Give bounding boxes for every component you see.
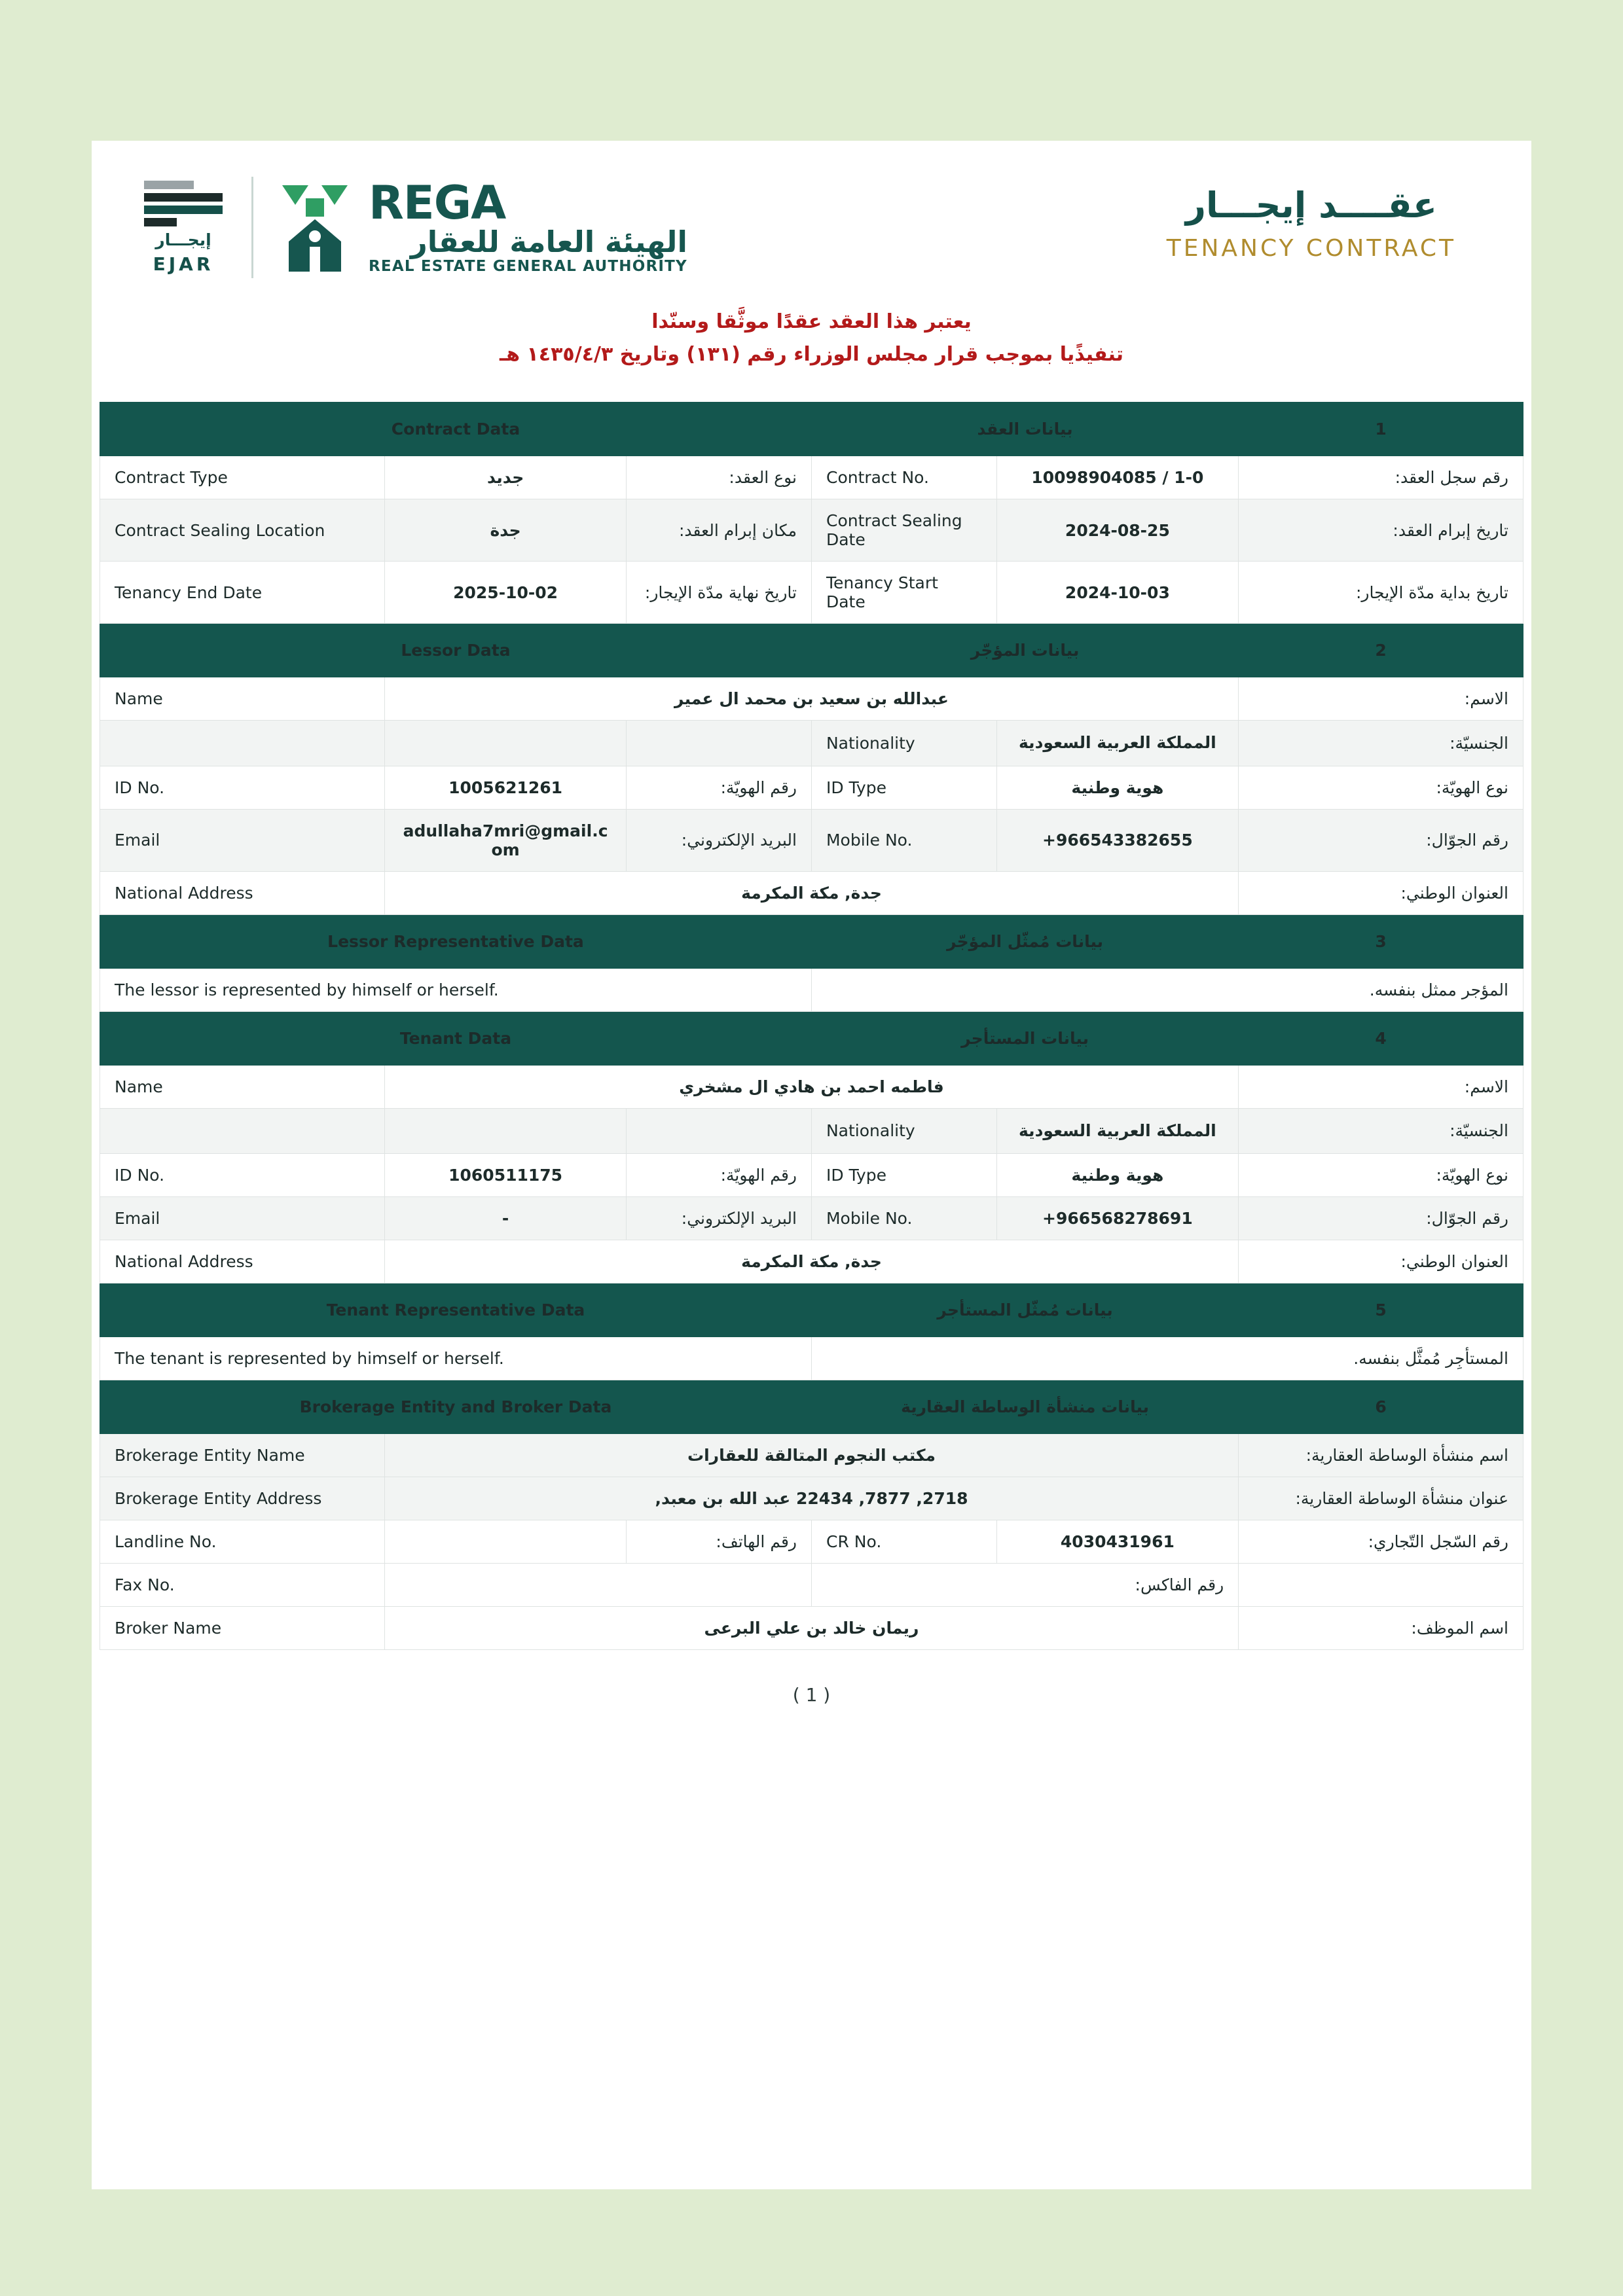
- field-label-tenancy-start-en: Tenancy Start Date: [811, 562, 996, 624]
- field-value-tenant-email: -: [384, 1197, 627, 1240]
- field-label-tenant-id-no-ar: رقم الهويّة:: [627, 1154, 812, 1197]
- field-label-lessor-name-ar: الاسم:: [1239, 677, 1523, 721]
- field-label-tenant-nationality-ar: الجنسيّة:: [1239, 1108, 1523, 1154]
- field-value-contract-type: جديد: [384, 456, 627, 499]
- field-label-lessor-mobile-ar: رقم الجوّال:: [1239, 809, 1523, 871]
- contract-sheet: [92, 141, 1531, 2189]
- section-header-lessor-data: [100, 624, 1523, 677]
- table-row: [100, 1434, 1523, 1477]
- section-title-en: Tenant Data: [100, 1011, 812, 1065]
- section-number: 1: [1239, 403, 1523, 456]
- section-title-ar: بيانات منشأة الوساطة العقارية: [811, 1380, 1238, 1434]
- ejar-mark-icon: [144, 181, 223, 226]
- field-label-sealing-date-ar: تاريخ إبرام العقد:: [1239, 499, 1523, 562]
- field-label-tenant-name-en: Name: [100, 1065, 385, 1108]
- section-header-tenant-data: [100, 1011, 1523, 1065]
- lessor-rep-note-ar: المؤجر ممثل بنفسه.: [811, 968, 1523, 1011]
- table-row: [100, 677, 1523, 721]
- table-row: [100, 1607, 1523, 1650]
- field-label-sealing-date-en: Contract Sealing Date: [811, 499, 996, 562]
- rega-mark-icon: [276, 179, 354, 277]
- field-value-empty-1: [384, 721, 627, 766]
- contract-table: [100, 402, 1523, 1650]
- field-label-tenancy-end-ar: تاريخ نهاية مدّة الإيجار:: [627, 562, 812, 624]
- field-label-fax-en: Fax No.: [100, 1564, 385, 1607]
- field-label-lessor-id-no-ar: رقم الهويّة:: [627, 766, 812, 809]
- section-number: 5: [1239, 1283, 1523, 1337]
- table-row: [100, 721, 1523, 766]
- section-title-en: Tenant Representative Data: [100, 1283, 812, 1337]
- field-label-brokerage-name-en: Brokerage Entity Name: [100, 1434, 385, 1477]
- document-title-arabic: عقــــد إيجـــار: [1185, 185, 1437, 226]
- tenant-rep-note-ar: المستأجِر مُمثَّل بنفسه.: [811, 1337, 1523, 1380]
- field-label-fax-ar: رقم الفاكس:: [811, 1564, 1238, 1607]
- table-row: [100, 1477, 1523, 1520]
- table-row: [100, 562, 1523, 624]
- table-row: [100, 456, 1523, 499]
- field-label-tenant-email-ar: البريد الإلكتروني:: [627, 1197, 812, 1240]
- field-label-lessor-nationality-ar: الجنسيّة:: [1239, 721, 1523, 766]
- field-value-lessor-id-type: هوية وطنية: [996, 766, 1239, 809]
- field-label-sealing-location-en: Contract Sealing Location: [100, 499, 385, 562]
- section-number: 3: [1239, 914, 1523, 968]
- field-label-empty-1: [100, 721, 385, 766]
- field-label-cr-no-ar: رقم السّجل التّجاري:: [1239, 1520, 1523, 1564]
- field-value-contract-no: 10098904085 / 1-0: [996, 456, 1239, 499]
- field-label-landline-ar: رقم الهاتف:: [627, 1520, 812, 1564]
- field-label-landline-en: Landline No.: [100, 1520, 385, 1564]
- field-value-tenant-mobile: +966568278691: [996, 1197, 1239, 1240]
- logo-divider: [251, 177, 253, 278]
- field-value-lessor-address: جدة, مكة المكرمة: [384, 871, 1238, 914]
- field-value-lessor-email: adullaha7mri@gmail.com: [384, 809, 627, 871]
- ejar-logo: [137, 181, 229, 275]
- field-value-lessor-nationality: المملكة العربية السعودية: [996, 721, 1239, 766]
- field-label-lessor-id-type-en: ID Type: [811, 766, 996, 809]
- table-row: [100, 1337, 1523, 1380]
- legal-notice-line-2: تنفيذًيا بموجب قرار مجلس الوزراء رقم (١٣١) وتاريخ ١٤٣٥/٤/٣ هـ: [500, 342, 1123, 366]
- section-header-tenant-rep-data: [100, 1283, 1523, 1337]
- table-row: [100, 766, 1523, 809]
- table-row: [100, 1065, 1523, 1108]
- field-label-lessor-mobile-en: Mobile No.: [811, 809, 996, 871]
- section-header-contract-data: [100, 403, 1523, 456]
- section-title-en: Lessor Representative Data: [100, 914, 812, 968]
- field-value-tenancy-end: 2025-10-02: [384, 562, 627, 624]
- field-label-lessor-email-ar: البريد الإلكتروني:: [627, 809, 812, 871]
- section-title-en: Brokerage Entity and Broker Data: [100, 1380, 812, 1434]
- table-row: [100, 1564, 1523, 1607]
- field-label-brokerage-address-ar: عنوان منشأة الوساطة العقارية:: [1239, 1477, 1523, 1520]
- lessor-rep-note-en: The lessor is represented by himself or herself.: [100, 968, 812, 1011]
- field-label-sealing-location-ar: مكان إبرام العقد:: [627, 499, 812, 562]
- field-label-empty-1-ar: [627, 721, 812, 766]
- rega-name-arabic: الهيئة العامة للعقار: [410, 224, 687, 259]
- tenant-rep-note-en: The tenant is represented by himself or herself.: [100, 1337, 812, 1380]
- field-value-lessor-mobile: +966543382655: [996, 809, 1239, 871]
- field-label-lessor-address-ar: العنوان الوطني:: [1239, 871, 1523, 914]
- section-title-en: Lessor Data: [100, 624, 812, 677]
- field-label-contract-no-en: Contract No.: [811, 456, 996, 499]
- section-header-brokerage-data: [100, 1380, 1523, 1434]
- document-title-english: TENANCY CONTRACT: [1166, 235, 1456, 262]
- table-row: [100, 1240, 1523, 1283]
- ejar-logo-arabic: إيجـــار: [155, 230, 211, 249]
- table-row: [100, 968, 1523, 1011]
- field-value-broker-name: ريمان خالد بن علي البرعى: [384, 1607, 1238, 1650]
- field-label-lessor-id-no-en: ID No.: [100, 766, 385, 809]
- field-label-tenant-name-ar: الاسم:: [1239, 1065, 1523, 1108]
- section-number: 4: [1239, 1011, 1523, 1065]
- field-label-tenant-address-ar: العنوان الوطني:: [1239, 1240, 1523, 1283]
- section-header-lessor-rep-data: [100, 914, 1523, 968]
- table-row: [100, 1108, 1523, 1154]
- field-label-lessor-name-en: Name: [100, 677, 385, 721]
- page-number: ( 1 ): [792, 1684, 831, 1706]
- table-row: [100, 1520, 1523, 1564]
- field-value-tenant-id-type: هوية وطنية: [996, 1154, 1239, 1197]
- section-number: 2: [1239, 624, 1523, 677]
- field-label-tenant-mobile-en: Mobile No.: [811, 1197, 996, 1240]
- document-header: [92, 141, 1531, 278]
- section-title-ar: بيانات المؤجّر: [811, 624, 1238, 677]
- field-label-lessor-address-en: National Address: [100, 871, 385, 914]
- field-label-cr-no-en: CR No.: [811, 1520, 996, 1564]
- table-row: [100, 499, 1523, 562]
- field-value-tenant-nationality: المملكة العربية السعودية: [996, 1108, 1239, 1154]
- section-title-ar: بيانات المستأجر: [811, 1011, 1238, 1065]
- field-label-tenant-id-type-en: ID Type: [811, 1154, 996, 1197]
- field-label-brokerage-address-en: Brokerage Entity Address: [100, 1477, 385, 1520]
- table-row: [100, 1197, 1523, 1240]
- field-value-tenant-address: جدة, مكة المكرمة: [384, 1240, 1238, 1283]
- field-value-tenant-id-no: 1060511175: [384, 1154, 627, 1197]
- field-value-fax: [384, 1564, 811, 1607]
- document-title-block: [1167, 177, 1486, 262]
- legal-notice: [92, 306, 1531, 370]
- section-number: 6: [1239, 1380, 1523, 1434]
- section-title-ar: بيانات مُمثّل المستأجر: [811, 1283, 1238, 1337]
- rega-logo: [276, 175, 687, 277]
- field-value-sealing-location: جدة: [384, 499, 627, 562]
- field-value-sealing-date: 2024-08-25: [996, 499, 1239, 562]
- table-row: [100, 1154, 1523, 1197]
- field-label-tenancy-start-ar: تاريخ بداية مدّة الإيجار:: [1239, 562, 1523, 624]
- legal-notice-line-1: يعتبر هذا العقد عقدًا موثَّقا وسنّدا: [651, 310, 972, 333]
- section-title-en: Contract Data: [100, 403, 812, 456]
- field-value-brokerage-name: مكتب النجوم المتالقة للعقارات: [384, 1434, 1238, 1477]
- field-label-contract-no-ar: رقم سجل العقد:: [1239, 456, 1523, 499]
- field-label-tenancy-end-en: Tenancy End Date: [100, 562, 385, 624]
- field-label-tenant-nationality-en: Nationality: [811, 1108, 996, 1154]
- field-value-cr-no: 4030431961: [996, 1520, 1239, 1564]
- section-title-ar: بيانات مُمثّل المؤجّر: [811, 914, 1238, 968]
- field-label-contract-type-en: Contract Type: [100, 456, 385, 499]
- field-value-tenancy-start: 2024-10-03: [996, 562, 1239, 624]
- field-label-tenant-mobile-ar: رقم الجوّال:: [1239, 1197, 1523, 1240]
- rega-name-english: REAL ESTATE GENERAL AUTHORITY: [369, 258, 687, 276]
- section-title-ar: بيانات العقد: [811, 403, 1238, 456]
- field-spacer-fax: [1239, 1564, 1523, 1607]
- field-label-broker-name-en: Broker Name: [100, 1607, 385, 1650]
- rega-wordmark: REGA: [369, 175, 506, 230]
- field-value-lessor-name: عبدالله بن سعيد بن محمد ال عمير: [384, 677, 1238, 721]
- field-label-lessor-email-en: Email: [100, 809, 385, 871]
- field-label-lessor-nationality-en: Nationality: [811, 721, 996, 766]
- field-label-lessor-id-type-ar: نوع الهويّة:: [1239, 766, 1523, 809]
- field-value-empty-2: [384, 1108, 627, 1154]
- field-label-empty-2: [100, 1108, 385, 1154]
- ejar-logo-latin: EJAR: [153, 253, 214, 275]
- field-label-contract-type-ar: نوع العقد:: [627, 456, 812, 499]
- field-label-empty-2-ar: [627, 1108, 812, 1154]
- logo-block: [137, 177, 687, 278]
- field-value-landline: [384, 1520, 627, 1564]
- field-value-tenant-name: فاطمه احمد بن هادي ال مشخري: [384, 1065, 1238, 1108]
- field-value-brokerage-address: 2718, 7877, 22434 عبد الله بن معبد,: [384, 1477, 1238, 1520]
- field-label-tenant-address-en: National Address: [100, 1240, 385, 1283]
- field-label-brokerage-name-ar: اسم منشأة الوساطة العقارية:: [1239, 1434, 1523, 1477]
- table-row: [100, 809, 1523, 871]
- field-label-broker-name-ar: اسم الموظف:: [1239, 1607, 1523, 1650]
- field-value-lessor-id-no: 1005621261: [384, 766, 627, 809]
- rega-text: [369, 175, 687, 276]
- field-label-tenant-id-no-en: ID No.: [100, 1154, 385, 1197]
- field-label-tenant-id-type-ar: نوع الهويّة:: [1239, 1154, 1523, 1197]
- table-row: [100, 871, 1523, 914]
- field-label-tenant-email-en: Email: [100, 1197, 385, 1240]
